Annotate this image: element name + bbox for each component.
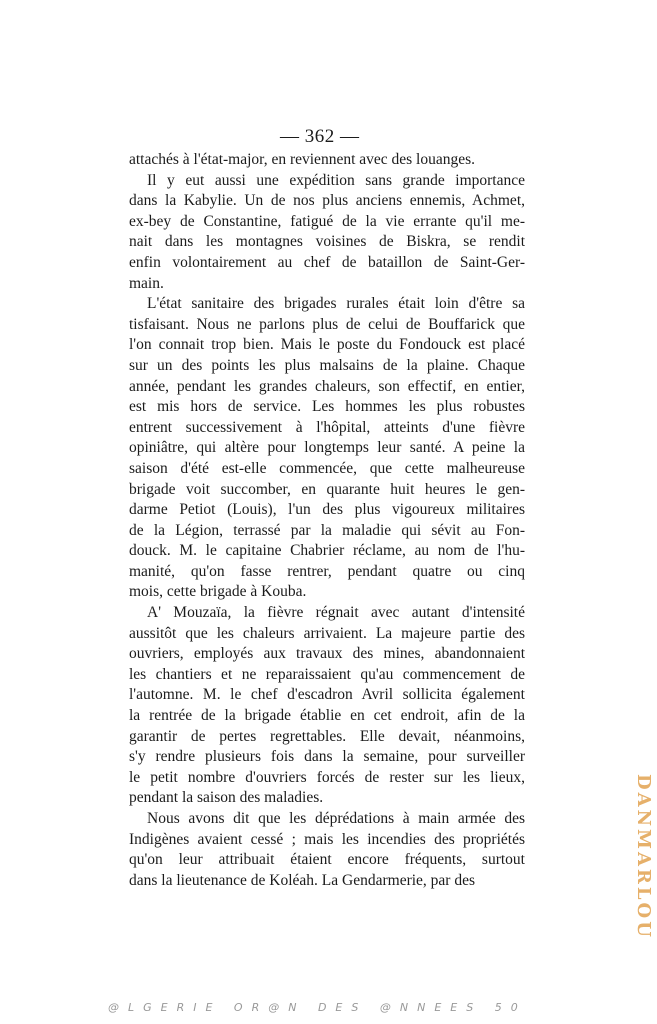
text-line: Indigènes avaient cessé ; mais les incendies des propriétés <box>129 830 525 848</box>
text-line: dans la Kabylie. Un de nos plus anciens ennemis, Achmet, <box>129 192 525 210</box>
text-line: le petit nombre d'ouvriers forcés de rester sur les lieux, <box>129 768 525 786</box>
text-line: Il y eut aussi une expédition sans grande importance <box>147 171 525 189</box>
text-line: pendant la saison des maladies. <box>129 789 324 807</box>
paragraph <box>129 809 525 891</box>
text-line: enfin volontairement au chef de bataillon de Saint-Ger- <box>129 253 525 271</box>
text-line: attachés à l'état-major, en reviennent avec des louanges. <box>129 151 476 168</box>
text-line: tisfaisant. Nous ne parlons plus de celui de Bouffarick que <box>129 315 525 333</box>
text-line: garantir de pertes regrettables. Elle devait, néanmoins, <box>129 727 525 745</box>
text-line: l'on connait trop bien. Mais le poste du Fondouck est placé <box>129 336 525 354</box>
text-line: nait dans les montagnes voisines de Biskra, se rendit <box>129 233 525 251</box>
text-line: L'état sanitaire des brigades rurales était loin d'être sa <box>147 295 525 313</box>
text-line: ouvriers, employés aux travaux des mines, abandonnaient <box>129 645 525 663</box>
footer-watermark: @LGERIE OR@N DES @NNEES 50 <box>108 1001 527 1014</box>
text-line: darme Petiot (Louis), l'un des plus vigoureux militaires <box>129 501 525 519</box>
paragraph <box>129 171 525 295</box>
text-line: entrent successivement à l'hôpital, atteints d'une fièvre <box>129 418 525 436</box>
text-line: douck. M. le capitaine Chabrier réclame, au nom de l'hu- <box>129 542 525 560</box>
text-line: de la Légion, terrassé par la maladie qui sévit au Fon- <box>129 521 525 539</box>
text-line: la rentrée de la brigade établie en cet endroit, afin de la <box>129 707 525 725</box>
text-line: s'y rendre plusieurs fois dans la semaine, pour surveiller <box>129 748 525 766</box>
paragraph <box>129 150 525 171</box>
text-line: A' Mouzaïa, la fièvre régnait avec autant d'intensité <box>147 604 525 622</box>
text-line: aussitôt que les chaleurs arrivaient. La majeure partie des <box>129 624 525 642</box>
text-line: ex-bey de Constantine, fatigué de la vie errante qu'il me- <box>129 212 525 230</box>
text-line: manité, qu'on fasse rentrer, pendant quatre ou cinq <box>129 562 525 580</box>
text-line: brigade voit succomber, en quarante huit heures le gen- <box>129 480 525 498</box>
text-line: dans la lieutenance de Koléah. La Gendarmerie, par des <box>129 871 476 889</box>
text-line: l'automne. M. le chef d'escadron Avril sollicita également <box>129 686 525 704</box>
text-line: les chantiers et ne reparaissaient qu'au commencement de <box>129 665 525 683</box>
text-line: opiniâtre, qui altère pour longtemps leur santé. A peine la <box>129 439 525 457</box>
text-line: est mis hors de service. Les hommes les plus robustes <box>129 398 525 416</box>
text-line: sur un des points les plus malsains de la plaine. Chaque <box>129 356 525 374</box>
page-number: — 362 — <box>280 126 360 147</box>
text-line: saison d'été est-elle commencée, que cette malheureuse <box>129 459 525 477</box>
text-line: Nous avons dit que les déprédations à main armée des <box>147 810 525 827</box>
side-watermark: DANMARLOU <box>633 774 654 940</box>
text-line: mois, cette brigade à Kouba. <box>129 583 307 601</box>
body-text <box>129 150 525 891</box>
text-line: année, pendant les grandes chaleurs, son effectif, en entier, <box>129 377 525 395</box>
text-line: qu'on leur attribuait étaient encore fréquents, surtout <box>129 851 525 869</box>
paragraph <box>129 603 525 809</box>
paragraph <box>129 294 525 603</box>
text-line: main. <box>129 274 164 292</box>
